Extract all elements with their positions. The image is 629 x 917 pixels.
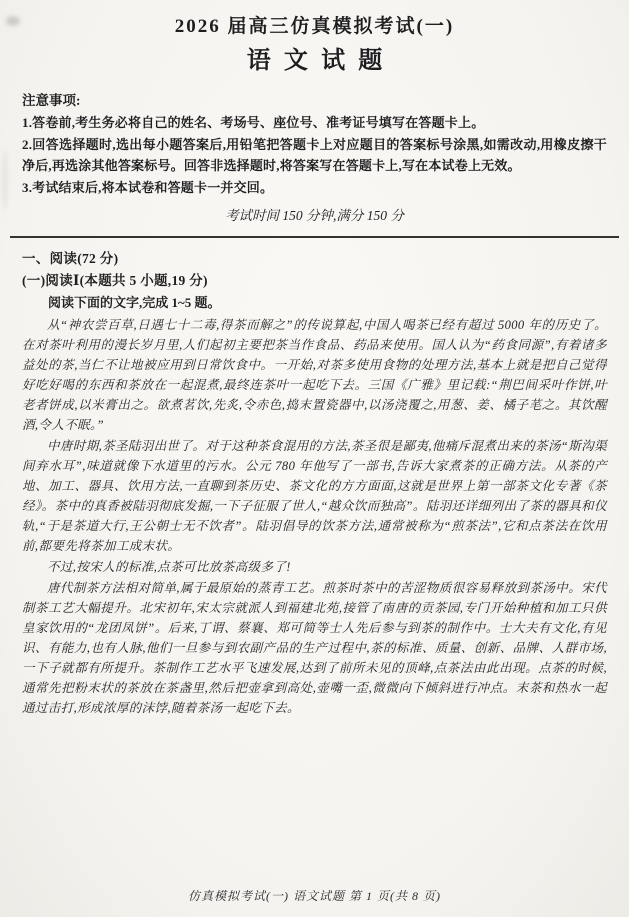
notice-header: 注意事项:: [22, 93, 81, 108]
notice-item-1: 1.答卷前,考生务必将自己的姓名、考场号、座位号、准考证号填写在答题卡上。: [22, 115, 485, 130]
notice-item-3: 3.考试结束后,将本试卷和答题卡一并交回。: [22, 179, 274, 195]
reading-instruction: 阅读下面的文字,完成 1~5 题。: [48, 295, 221, 310]
scan-artifact: [2, 150, 8, 210]
section-heading-reading: 一、阅读(72 分): [22, 251, 119, 266]
passage-paragraph-3: 不过,按宋人的标准,点茶可比放茶高级多了!: [47, 560, 291, 574]
scan-artifact: [6, 16, 20, 26]
divider-line: [10, 236, 619, 238]
exam-time-info: 考试时间 150 分钟,满分 150 分: [225, 208, 404, 223]
subsection-heading-reading-1: (一)阅读Ⅰ(本题共 5 小题,19 分): [22, 273, 208, 288]
passage-paragraph-4: 唐代制茶方法相对简单,属于最原始的蒸青工艺。煎茶时茶中的苦涩物质很容易释放到茶汤中。宋代制茶工艺大幅提升。北宋初年,宋太宗就派人到福建北苑,接管了南唐的贡茶园,专门开始种植和加工只供皇家饮用的“龙团凤饼”。后来,丁谓、蔡襄、郑可简等士人先后参与到茶的制作中。士大夫有文化,有见识、有能力,也有人脉,他们一旦参与到农副产品的生产过程中,茶的标准、质量、创新、品牌、人群市场,一下子就都有所提升。茶制作工艺水平飞速发展,达到了前所未见的顶峰,点茶法由此出现。点茶的时候,通常先把粉末状的茶放在茶盏里,然后把壶拿到高处,壶嘴一歪,微微向下倾斜进行冲点。末茶和热水一起通过击打,形成浓厚的沫饽,随着茶汤一起吃下去。: [22, 581, 607, 715]
passage-paragraph-1: 从“神农尝百草,日遇七十二毒,得茶而解之”的传说算起,中国人喝茶已经有超过 5000 年的历史了。在对茶叶利用的漫长岁月里,人们起初主要把茶当作食品、药品来使用。国人认为“药食同源”,有着诸多益处的茶,当仁不让地被应用到日常饮食中。一开始,对茶多使用食物的处理方法,基本上就是把自己觉得好吃好喝的东西和茶放在一起混煮,最终连茶叶一起吃下去。三国《广雅》里记载:“荆巴间采叶作饼,叶老者饼成,以米膏出之。欲煮茗饮,先炙,令赤色,捣末置瓷器中,以汤浇覆之,用葱、姜、橘子芼之。其饮醒酒,令人不眠。”: [22, 318, 607, 432]
page-title: 2026 届高三仿真模拟考试(一): [174, 16, 455, 37]
notice-item-2: 2.回答选择题时,选出每小题答案后,用铅笔把答题卡上对应题目的答案标号涂黑,如需改动,用橡皮擦干净后,再选涂其他答案标号。回答非选择题时,将答案写在答题卡上,写在本试卷上无效。: [22, 136, 607, 173]
passage-paragraph-2: 中唐时期,茶圣陆羽出世了。对于这种茶食混用的方法,茶圣很是鄙夷,他痛斥混煮出来的茶汤“斯沟渠间弃水耳”,味道就像下水道里的污水。公元 780 年他写了一部书,告诉大家煮茶的正确方法。从茶的产地、加工、器具、饮用方法,一直聊到茶历史、茶文化的方方面面,这就是世界上第一部茶文化专著《茶经》。茶中的真香被陆羽彻底发掘,一下子征服了世人,“越众饮而独高”。陆羽还详细列出了茶的器具和仪轨,“于是茶道大行,王公朝士无不饮者”。陆羽倡导的饮茶方法,通常被称为“煎茶法”,它和点茶法在饮用前,都要先将茶加工成末状。: [22, 439, 607, 553]
page-footer: 仿真模拟考试(一) 语文试题 第 1 页(共 8 页): [188, 889, 441, 903]
page-subtitle: 语文试题: [246, 48, 396, 74]
notice-section: [22, 90, 607, 198]
